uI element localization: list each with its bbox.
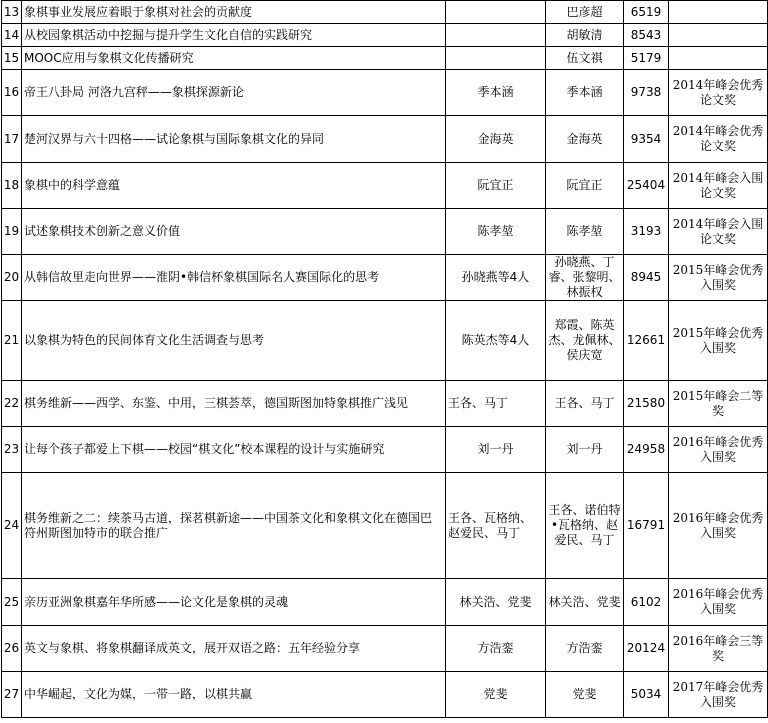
row-number: 16 bbox=[2, 70, 22, 116]
table-row bbox=[2, 381, 768, 427]
table-row bbox=[2, 24, 768, 47]
award: 2016年峰会优秀入围奖 bbox=[669, 427, 768, 473]
paper-contributors: 巴彦超 bbox=[546, 1, 624, 24]
paper-author bbox=[446, 1, 546, 24]
paper-title: 亲历亚洲象棋嘉年华所感——论文化是象棋的灵魂 bbox=[22, 579, 446, 626]
paper-title: 试述象棋技术创新之意义价值 bbox=[22, 209, 446, 255]
paper-contributors: 金海英 bbox=[546, 116, 624, 163]
award bbox=[669, 1, 768, 24]
row-number: 17 bbox=[2, 116, 22, 163]
word-count: 8543 bbox=[624, 24, 669, 47]
paper-contributors: 林关浩、党斐 bbox=[546, 579, 624, 626]
paper-title: 帝王八卦局 河洛九宫秤——象棋探源新论 bbox=[22, 70, 446, 116]
table-row bbox=[2, 47, 768, 70]
award bbox=[669, 24, 768, 47]
paper-contributors: 郑霞、陈英杰、龙佩林、侯庆宽 bbox=[546, 301, 624, 381]
word-count: 24958 bbox=[624, 427, 669, 473]
table-row bbox=[2, 1, 768, 24]
paper-author: 党斐 bbox=[446, 672, 546, 718]
row-number: 13 bbox=[2, 1, 22, 24]
award: 2017年峰会优秀入围奖 bbox=[669, 672, 768, 718]
row-number: 26 bbox=[2, 626, 22, 672]
row-number: 15 bbox=[2, 47, 22, 70]
paper-author: 刘一丹 bbox=[446, 427, 546, 473]
word-count: 5034 bbox=[624, 672, 669, 718]
paper-title: 从校园象棋活动中挖掘与提升学生文化自信的实践研究 bbox=[22, 24, 446, 47]
row-number: 27 bbox=[2, 672, 22, 718]
paper-author bbox=[446, 24, 546, 47]
word-count: 5179 bbox=[624, 47, 669, 70]
paper-title: 从韩信故里走向世界——淮阴•韩信杯象棋国际名人赛国际化的思考 bbox=[22, 255, 446, 301]
paper-list-table bbox=[1, 0, 768, 718]
award: 2014年峰会优秀论文奖 bbox=[669, 116, 768, 163]
word-count: 12661 bbox=[624, 301, 669, 381]
paper-title: 以象棋为特色的民间体育文化生活调查与思考 bbox=[22, 301, 446, 381]
row-number: 24 bbox=[2, 473, 22, 579]
award bbox=[669, 47, 768, 70]
row-number: 20 bbox=[2, 255, 22, 301]
paper-author: 阮宜正 bbox=[446, 163, 546, 209]
paper-author: 孙晓燕等4人 bbox=[446, 255, 546, 301]
paper-title: 中华崛起，文化为媒，一带一路，以棋共赢 bbox=[22, 672, 446, 718]
table-row bbox=[2, 473, 768, 579]
row-number: 21 bbox=[2, 301, 22, 381]
table-row bbox=[2, 579, 768, 626]
paper-contributors: 王各、马丁 bbox=[546, 381, 624, 427]
paper-author: 陈英杰等4人 bbox=[446, 301, 546, 381]
paper-title: 象棋事业发展应着眼于象棋对社会的贡献度 bbox=[22, 1, 446, 24]
paper-contributors: 方浩銮 bbox=[546, 626, 624, 672]
paper-title: 让每个孩子都爱上下棋——校园“棋文化”校本课程的设计与实施研究 bbox=[22, 427, 446, 473]
paper-contributors: 孙晓燕、丁睿、张黎明、林振权 bbox=[546, 255, 624, 301]
paper-contributors: 党斐 bbox=[546, 672, 624, 718]
row-number: 23 bbox=[2, 427, 22, 473]
paper-title: 楚河汉界与六十四格——试论象棋与国际象棋文化的异同 bbox=[22, 116, 446, 163]
word-count: 3193 bbox=[624, 209, 669, 255]
word-count: 25404 bbox=[624, 163, 669, 209]
row-number: 18 bbox=[2, 163, 22, 209]
paper-contributors: 刘一丹 bbox=[546, 427, 624, 473]
paper-contributors: 季本涵 bbox=[546, 70, 624, 116]
award: 2016年峰会优秀入围奖 bbox=[669, 579, 768, 626]
row-number: 22 bbox=[2, 381, 22, 427]
row-number: 25 bbox=[2, 579, 22, 626]
word-count: 6519 bbox=[624, 1, 669, 24]
paper-title: 象棋中的科学意蕴 bbox=[22, 163, 446, 209]
paper-title: MOOC应用与象棋文化传播研究 bbox=[22, 47, 446, 70]
paper-author: 金海英 bbox=[446, 116, 546, 163]
row-number: 14 bbox=[2, 24, 22, 47]
award: 2014年峰会入围论文奖 bbox=[669, 163, 768, 209]
paper-contributors: 伍文祺 bbox=[546, 47, 624, 70]
table-row bbox=[2, 209, 768, 255]
award: 2016年峰会三等奖 bbox=[669, 626, 768, 672]
award: 2016年峰会优秀入围奖 bbox=[669, 473, 768, 579]
award: 2014年峰会入围论文奖 bbox=[669, 209, 768, 255]
paper-author: 王各、马丁 bbox=[446, 381, 546, 427]
paper-contributors: 陈孝堃 bbox=[546, 209, 624, 255]
award: 2015年峰会优秀入围奖 bbox=[669, 255, 768, 301]
row-number: 19 bbox=[2, 209, 22, 255]
table-row bbox=[2, 626, 768, 672]
paper-author: 季本涵 bbox=[446, 70, 546, 116]
paper-title: 棋务维新——西学、东鉴、中用，三棋荟萃，德国斯图加特象棋推广浅见 bbox=[22, 381, 446, 427]
table-row bbox=[2, 163, 768, 209]
paper-title: 英文与象棋、将象棋翻译成英文，展开双语之路：五年经验分享 bbox=[22, 626, 446, 672]
table-row bbox=[2, 255, 768, 301]
table-row bbox=[2, 427, 768, 473]
paper-author: 王各、瓦格纳、赵爱民、马丁 bbox=[446, 473, 546, 579]
paper-author bbox=[446, 47, 546, 70]
award: 2015年峰会二等奖 bbox=[669, 381, 768, 427]
word-count: 6102 bbox=[624, 579, 669, 626]
paper-contributors: 胡敏清 bbox=[546, 24, 624, 47]
word-count: 16791 bbox=[624, 473, 669, 579]
paper-author: 陈孝堃 bbox=[446, 209, 546, 255]
award: 2014年峰会优秀论文奖 bbox=[669, 70, 768, 116]
word-count: 9738 bbox=[624, 70, 669, 116]
table-row bbox=[2, 116, 768, 163]
paper-author: 林关浩、党斐 bbox=[446, 579, 546, 626]
table-row bbox=[2, 70, 768, 116]
table-row bbox=[2, 672, 768, 718]
word-count: 9354 bbox=[624, 116, 669, 163]
word-count: 21580 bbox=[624, 381, 669, 427]
table-row bbox=[2, 301, 768, 381]
paper-author: 方浩銮 bbox=[446, 626, 546, 672]
paper-title: 棋务维新之二：续茶马古道，探茗棋新途——中国茶文化和象棋文化在德国巴符州斯图加特市的联合推广 bbox=[22, 473, 446, 579]
paper-contributors: 阮宜正 bbox=[546, 163, 624, 209]
word-count: 20124 bbox=[624, 626, 669, 672]
paper-contributors: 王各、诺伯特•瓦格纳、赵爱民、马丁 bbox=[546, 473, 624, 579]
word-count: 8945 bbox=[624, 255, 669, 301]
award: 2015年峰会优秀入围奖 bbox=[669, 301, 768, 381]
